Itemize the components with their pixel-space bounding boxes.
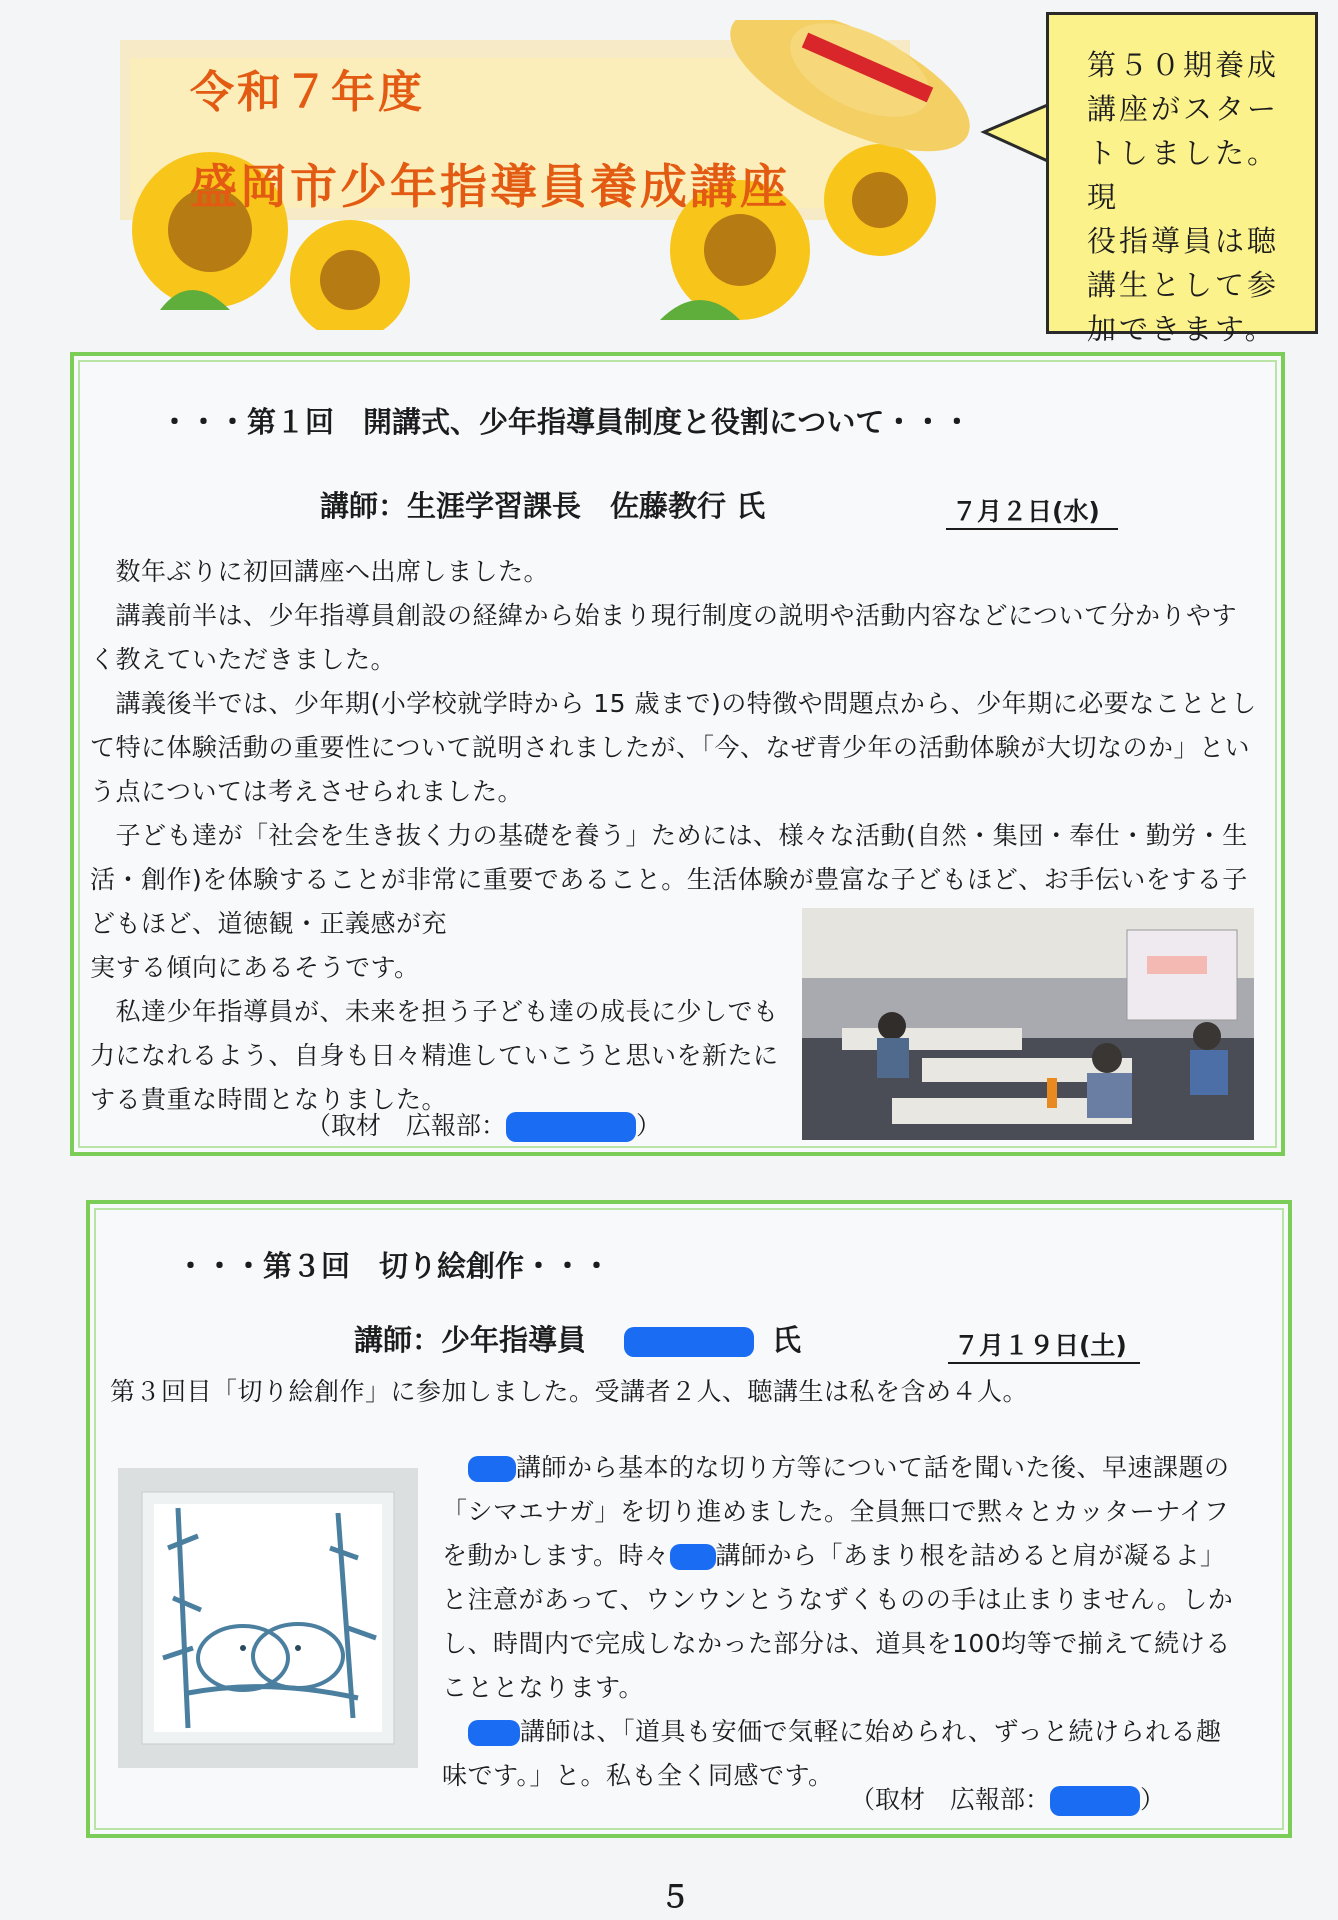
date-underline [946,528,1118,530]
paragraph-text: 講師から基本的な切り方等について話を聞いた後、早速課題の「シマエナガ」を切り進めました。全員無口で黙々とカッターナイフを動かします。時々 [442,1453,1230,1570]
paragraph-text: 講師は、「道具も安価で気軽に始められ、ずっと続けられる趣味です。」と。私も全く同感です。 [442,1717,1222,1790]
paragraph: 講義前半は、少年指導員創設の経緯から始まり現行制度の説明や活動内容などについて分かりやすく教えていただきました。 [90,601,1238,674]
redacted-name [1050,1786,1140,1816]
redacted-name [468,1720,520,1746]
redacted-name [468,1456,516,1482]
article-2-lecturer [354,1318,801,1359]
paragraph [442,1446,1242,1710]
date-underline [948,1362,1140,1364]
lecturer-suffix: 氏 [772,1323,802,1357]
page-number: ５ [660,1880,690,1915]
redacted-name [506,1112,636,1142]
article-2-body [442,1446,1242,1798]
credit-suffix: ） [1140,1785,1166,1814]
kirie-artwork-photo [118,1468,418,1768]
article-1-body-narrow [90,946,790,1122]
notice-text [1087,43,1309,351]
lecture-photo [802,908,1254,1140]
page-title: 盛岡市少年指導員養成講座 [190,160,790,215]
paragraph: 実する傾向にあるそうです。 [90,953,420,982]
notice-line: 加できます。 [1087,312,1277,346]
article-1-heading: ・・・第１回 開講式、少年指導員制度と役割について・・・ [160,405,972,439]
header-year: 令和７年度 [190,67,425,118]
notice-line: 講生として参 [1087,268,1280,302]
paragraph-text: 講師から「あまり根を詰めると肩が凝るよ」と注意があって、ウンウンとうなずくものの手は止まりません。しかし、時間内で完成しなかった部分は、道具を100均等で揃えて続けることとなります。 [442,1541,1234,1702]
paragraph: 講義後半では、少年期(小学校就学時から 15 歳まで)の特徴や問題点から、少年期に必要なこととして特に体験活動の重要性について説明されましたが、「今、なぜ青少年の活動体験が大切なのか」という点については考えさせられました。 [90,689,1257,806]
paragraph: 私達少年指導員が、未来を担う子ども達の成長に少しでも力になれるよう、自身も日々精進していこうと思いを新たにする貴重な時間となりました。 [90,997,779,1114]
paragraph: 数年ぶりに初回講座へ出席しました。 [90,557,550,586]
article-2-intro: 第３回目「切り絵創作」に参加しました。受講者２人、聴講生は私を含め４人。 [110,1377,1029,1406]
notice-line: 第５０期養成 [1087,48,1280,82]
credit-suffix: ） [636,1111,662,1140]
article-2-credit [850,1780,1165,1816]
article-2-date: ７月１９日(土) [954,1331,1127,1360]
article-1 [70,352,1285,1156]
redacted-name [624,1327,754,1357]
article-1-lecturer: 講師：生涯学習課長 佐藤教行 氏 [320,489,766,523]
notice-bubble [1046,12,1318,346]
bubble-tail [980,100,1054,170]
article-1-body [90,550,1262,946]
credit-prefix: （取材 広報部： [850,1785,1051,1814]
article-1-date: ７月２日(水) [952,497,1100,526]
article-2-heading: ・・・第３回 切り絵創作・・・ [176,1249,612,1283]
article-2 [86,1200,1292,1838]
redacted-name [670,1544,716,1570]
credit-prefix: （取材 広報部： [306,1111,507,1140]
article-1-credit [306,1106,661,1142]
lecturer-prefix: 講師：少年指導員 [354,1323,587,1357]
paragraph: 子ども達が「社会を生き抜く力の基礎を養う」ためには、様々な活動(自然・集団・奉仕・勤労・生活・創作)を体験することが非常に重要であること。生活体験が豊富な子どもほど、お手伝いをする子どもほど、道徳観・正義感が充 [90,821,1248,938]
notice-line: 講座がスター [1087,92,1280,126]
notice-line: トしました。現 [1087,136,1280,214]
notice-line: 役指導員は聴 [1087,224,1280,258]
